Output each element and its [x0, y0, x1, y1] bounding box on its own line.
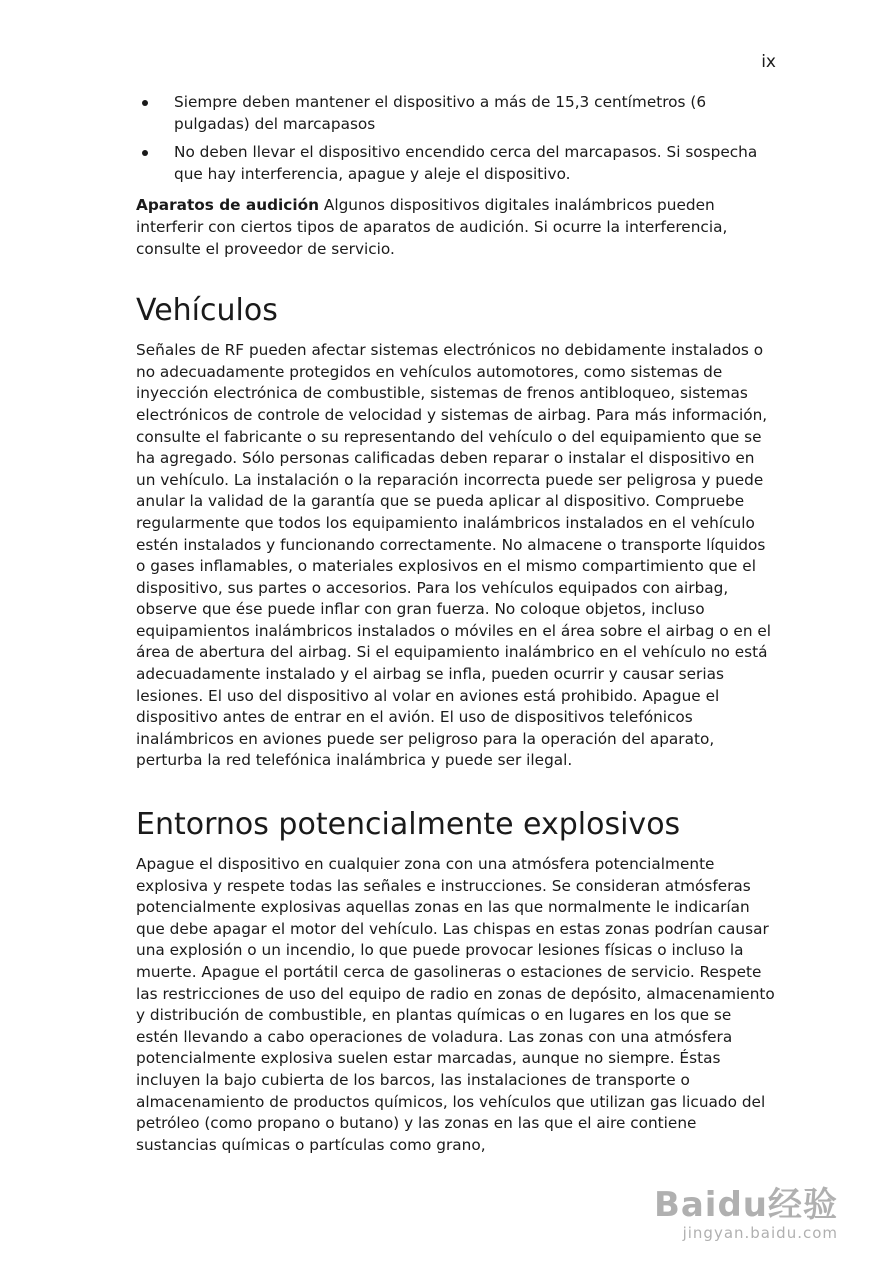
bullet-icon [142, 150, 148, 156]
baidu-watermark [654, 1186, 838, 1242]
baidu-logo: Baidu经验 [653, 1185, 838, 1225]
vehicles-paragraph: Señales de RF pueden afectar sistemas electrónicos no debidamente instalados o no adecuadamente protegidos en vehículos automotores, como sistemas de inyección electrónica de combustible, sistemas de frenos antibloqueo, sistemas electrónicos de controle de velocidad y sistemas de airbag. Para más información, consulte el fabricante o su representando del vehículo o del equipamiento que se ha agregado. Sólo personas calificadas deben reparar o instalar el dispositivo en un vehículo. La instalación o la reparación incorrecta puede ser peligrosa y puede anular la validad de la garantía que se pueda aplicar al dispositivo. Compruebe regularmente que todos los equipamiento inalámbricos instalados en el vehículo estén instalados y funcionando correctamente. No almacene o transporte líquidos o gases inflamables, o materiales explosivos en el mismo compartimiento que el dispositivo, sus partes o accesorios. Para los vehículos equipados con airbag, observe que ése puede inflar con gran fuerza. No coloque objetos, incluso equipamientos inalámbricos instalados o móviles en el área sobre el airbag o en el área de abertura del airbag. Si el equipamiento inalámbrico en el vehículo no está adecuadamente instalado y el airbag se infla, pueden ocurrir y causar serias lesiones. El uso del dispositivo al volar en aviones está prohibido. Apague el dispositivo antes de entrar en el avión. El uso de dispositivos telefónicos inalámbricos en aviones puede ser peligroso para la operación del aparato, perturba la red telefónica inalámbrica y puede ser ilegal. [136, 341, 772, 770]
bullet-text: No deben llevar el dispositivo encendido cerca del marcapasos. Si sospecha que hay interferencia, apague y aleje el dispositivo. [174, 143, 758, 183]
hearing-aids-text: Algunos dispositivos digitales inalámbricos pueden interferir con ciertos tipos de aparatos de audición. Si ocurre la interferencia, consulte el proveedor de servicio. [136, 196, 728, 258]
explosive-environments-paragraph: Apague el dispositivo en cualquier zona con una atmósfera potencialmente explosiva y respete todas las señales e instrucciones. Se consideran atmósferas potencialmente explosivas aquellas zonas en las que normalmente le indicarían que debe apagar el motor del vehículo. Las chispas en estas zonas podrían causar una explosión o un incendio, lo que puede provocar lesiones físicas o incluso la muerte. Apague el portátil cerca de gasolineras o estaciones de servicio. Respete las restricciones de uso del equipo de radio en zonas de depósito, almacenamiento y distribución de combustible, en plantas químicas o en lugares en los que se estén llevando a cabo operaciones de voladura. Las zonas con una atmósfera potencialmente explosiva suelen estar marcadas, aunque no siempre. Éstas incluyen la bajo cubierta de los barcos, las instalaciones de transporte o almacenamiento de productos químicos, los vehículos que utilizan gas licuado del petróleo (como propano o butano) y las zonas en las que el aire contiene sustancias químicas o partículas como grano, [136, 855, 775, 1154]
page-number: ix [761, 52, 776, 72]
list-item [136, 142, 776, 185]
document-body [136, 92, 776, 1156]
list-item [136, 92, 776, 135]
section-heading-explosive-environments: Entornos potencialmente explosivos [136, 807, 681, 843]
hearing-aids-paragraph [136, 195, 776, 260]
bullet-icon [142, 100, 148, 106]
pacemaker-bullet-list [136, 92, 776, 185]
watermark-url: jingyan.baidu.com [682, 1224, 838, 1242]
hearing-aids-title: Aparatos de audición [136, 196, 319, 215]
section-heading-vehicles: Vehículos [136, 293, 278, 329]
bullet-text: Siempre deben mantener el dispositivo a más de 15,3 centímetros (6 pulgadas) del marcapasos [174, 93, 707, 133]
